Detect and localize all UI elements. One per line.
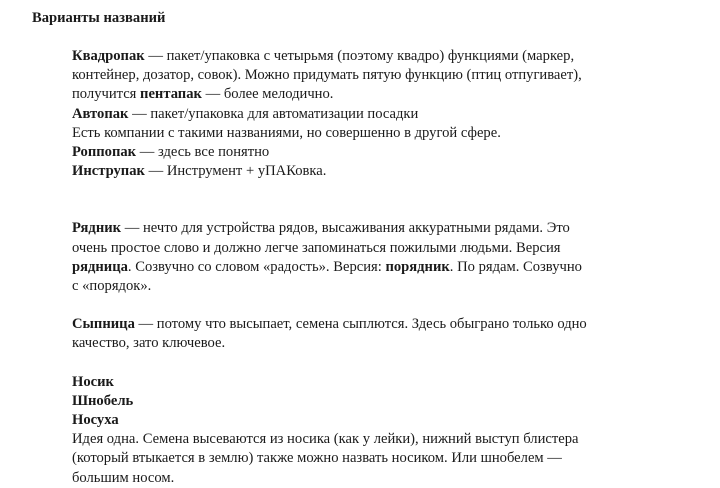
term-nosukha: Носуха [72, 412, 119, 429]
text-fragment: контейнер, дозатор, совок). Можно придумать пятую функцию (птиц отпугивает), [72, 67, 582, 84]
text-fragment: — потому что высыпает, семена сыплются. Здесь обыграно только одно [134, 316, 587, 333]
document-title: Варианты названий [32, 10, 166, 26]
text-fragment: Есть компании с такими названиями, но совершенно в другой сфере. [72, 124, 501, 141]
text-fragment: — нечто для устройства рядов, высаживания аккуратными рядами. Это [121, 220, 570, 237]
text-line [72, 239, 672, 258]
text-line [72, 373, 672, 392]
term-poryadnik: порядник [385, 258, 450, 275]
text-line [72, 469, 672, 488]
term-ryadnitsa: рядница [72, 258, 128, 275]
spacer [72, 181, 672, 219]
text-line [72, 430, 672, 449]
text-fragment: Идея одна. Семена высеваются из носика (как у лейки), нижний выступ блистера [72, 431, 579, 448]
text-line [72, 124, 672, 143]
text-line [72, 449, 672, 468]
text-line [72, 219, 672, 238]
text-line [72, 162, 672, 181]
paragraph-nosik [72, 373, 672, 488]
text-fragment: — пакет/упаковка для автоматизации посадки [128, 105, 419, 122]
text-line [72, 277, 672, 296]
text-line [72, 66, 672, 85]
term-nosik: Носик [72, 373, 114, 390]
text-fragment: — здесь все понятно [136, 144, 270, 161]
text-fragment: с «порядок». [72, 278, 152, 295]
spacer [72, 354, 672, 373]
term-instrupak: Инструпак [72, 163, 145, 180]
text-line [72, 411, 672, 430]
text-line [72, 258, 672, 277]
text-line [72, 315, 672, 334]
term-roppopak: Роппопак [72, 144, 137, 161]
text-fragment: . По рядам. Созвучно [449, 258, 582, 275]
text-line [72, 392, 672, 411]
paragraph-ryadnik [72, 219, 672, 296]
term-avtopak: Автопак [72, 105, 129, 122]
text-line [72, 143, 672, 162]
text-line [72, 47, 672, 66]
text-fragment: очень простое слово и должно легче запоминаться пожилыми людьми. Версия [72, 239, 561, 256]
text-line [72, 105, 672, 124]
paragraph-pack-names [72, 47, 672, 181]
text-line [72, 85, 672, 104]
text-line [72, 334, 672, 353]
text-fragment: — пакет/упаковка с четырьмя (поэтому квадро) функциями (маркер, [144, 48, 575, 64]
text-fragment: . Созвучно со словом «радость». Версия: [127, 258, 386, 275]
text-fragment: качество, зато ключевое. [72, 335, 226, 352]
text-fragment: получится [72, 86, 141, 103]
text-fragment: — Инструмент + уПАКовка. [144, 163, 327, 180]
spacer [72, 296, 672, 315]
document-body [72, 47, 672, 488]
text-fragment: (который втыкается в землю) также можно назвать носиком. Или шнобелем — [72, 450, 562, 467]
text-fragment: большим носом. [72, 469, 175, 486]
term-sypnitsa: Сыпница [72, 316, 135, 333]
term-ryadnik: Рядник [72, 220, 122, 237]
text-fragment: — более мелодично. [201, 86, 334, 103]
paragraph-sypnitsa [72, 315, 672, 353]
term-kvadropak: Квадропак [72, 48, 145, 64]
term-shnobel: Шнобель [72, 392, 134, 409]
term-pentapak: пентапак [140, 86, 202, 103]
